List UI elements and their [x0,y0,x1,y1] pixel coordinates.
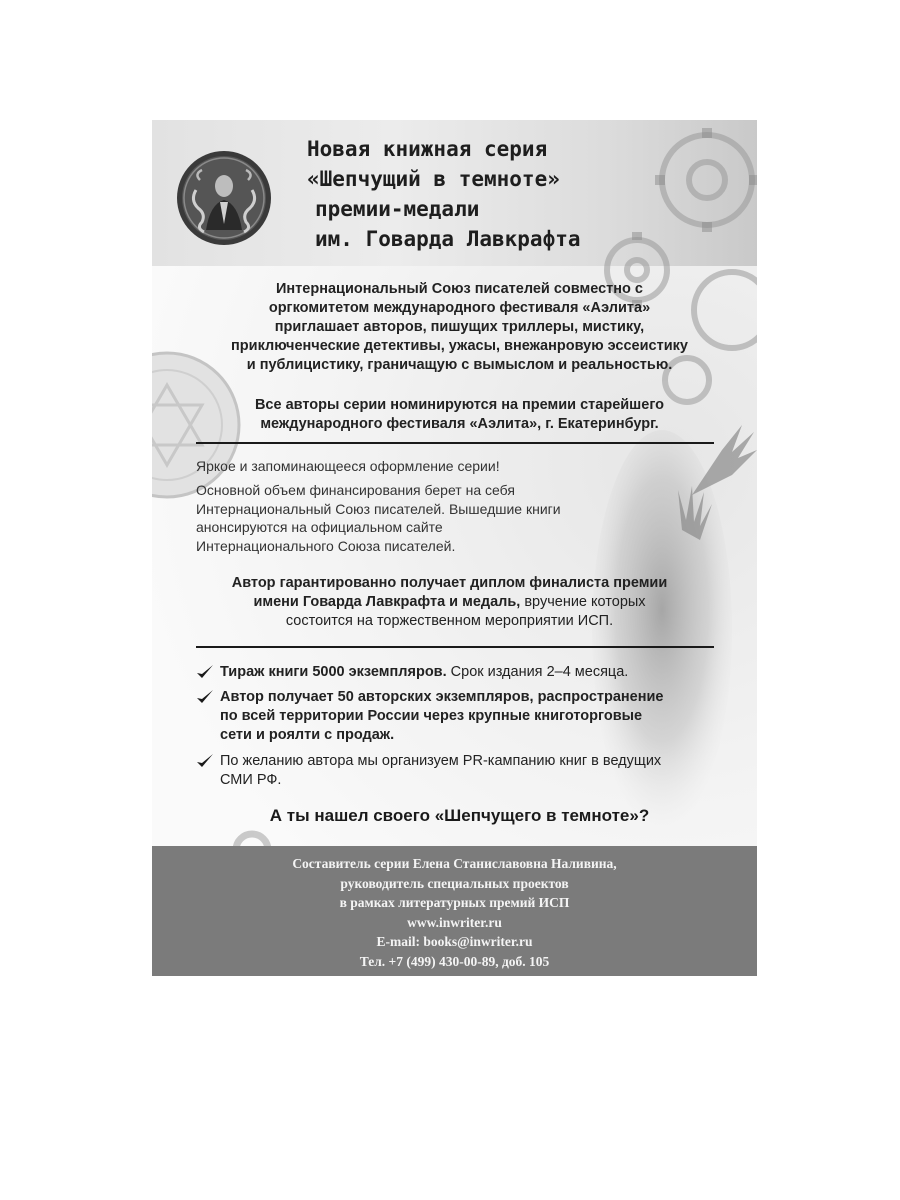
flyer-page [152,120,757,976]
checkmark-icon [196,753,214,769]
bullet-line: По желанию автора мы организуем PR-кампанию книг в ведущих [220,753,662,769]
intro-paragraph [192,280,727,375]
bullet-line: СМИ РФ. [220,772,282,788]
divider [196,442,714,444]
funding-line: Интернациональный Союз писателей. Вышедшие книги [196,500,561,517]
footer-line: руководитель специальных проектов [340,875,569,891]
bullet-bold: Тираж книги 5000 экземпляров. [220,664,447,680]
closing-question: А ты нашел своего «Шепчущего в темноте»? [269,806,650,825]
contact-footer [152,846,757,976]
design-note: Яркое и запоминающееся оформление серии! [196,458,500,474]
lovecraft-medal-icon [176,150,272,246]
bullet-text: Срок издания 2–4 месяца. [446,664,629,680]
intro-line: Интернациональный Союз писателей совместно с [276,281,643,297]
gears-decoration-icon [567,120,757,420]
checkmark-icon [196,689,214,705]
funding-line: Основной объем финансирования берет на себя [196,482,515,498]
funding-line: анонсируются на официальном сайте [196,519,443,535]
guarantee-bold: Автор гарантированно получает диплом финалиста премии [231,575,668,591]
funding-line: Интернационального Союза писателей. [196,537,456,554]
website-link[interactable]: www.inwriter.ru [407,914,502,930]
divider [196,646,714,648]
guarantee-bold: имени Говарда Лавкрафта и медаль, [253,594,521,610]
nomination-line: Все авторы серии номинируются на премии старейшего [254,397,665,413]
nomination-line: международного фестиваля «Аэлита», г. Екатеринбург. [260,416,659,432]
series-title-line: Новая книжная серия [307,137,548,161]
bullet-line: Автор получает 50 авторских экземпляров, распространение [220,689,664,705]
intro-line: и публицистику, граничащую с вымыслом и реальностью. [246,357,673,373]
nomination-paragraph [192,396,727,434]
bullet-item [196,752,716,792]
bullet-line: по всей территории России через крупные книготорговые [220,708,643,724]
intro-line: приключенческие детективы, ужасы, внежанровую эссеистику [231,338,688,354]
footer-line: Составитель серии Елена Станиславовна Наливина, [292,856,617,871]
bullet-item [196,688,716,748]
funding-paragraph [196,481,636,555]
bullet-line: сети и роялти с продаж. [220,727,395,743]
phone-line: Тел. +7 (499) 430-00-89, доб. 105 [359,953,550,969]
series-title [307,134,607,254]
guarantee-paragraph [182,574,717,631]
intro-line: оргкомитетом международного фестиваля «Аэлита» [268,300,651,316]
series-title-line: премии-медали [315,197,480,221]
intro-line: приглашает авторов, пишущих триллеры, мистику, [274,319,645,335]
email-link[interactable]: E-mail: books@inwriter.ru [376,934,533,949]
checkmark-icon [196,664,214,680]
series-title-line: «Шепчущий в темноте» [307,167,560,191]
footer-line: в рамках литературных премий ИСП [339,895,570,910]
guarantee-text: вручение которых [520,594,646,610]
bullet-item [196,663,716,683]
series-title-line: им. Говарда Лавкрафта [315,227,581,251]
guarantee-text: состоится на торжественном мероприятии ИСП. [285,613,614,629]
